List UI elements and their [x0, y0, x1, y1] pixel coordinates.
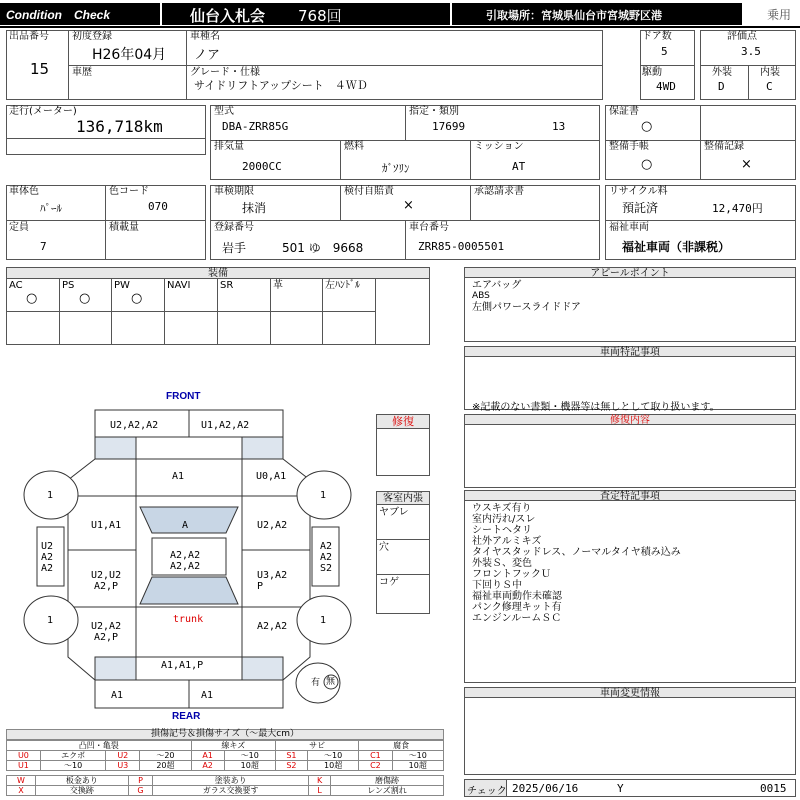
legend-desc: レンズ割れ	[331, 786, 444, 796]
legend-code: S2	[275, 761, 307, 771]
appeal-title: アピールポイント	[465, 268, 795, 278]
type-value: DBA-ZRR85G	[222, 120, 289, 133]
interior-item: ヤブレ	[379, 507, 409, 518]
repair-title: 修復内容	[465, 415, 795, 425]
inspect-item: タイヤスタッドレス、ノーマルタイヤ積み込み	[472, 547, 681, 558]
cc-label: 排気量	[214, 141, 244, 152]
legend-code: U0	[7, 751, 41, 761]
roof-center-damage: A2,A2 A2,A2	[170, 550, 201, 572]
inspect-item: 福祉車両動作未確認	[472, 591, 562, 602]
legend-code: P	[128, 776, 152, 786]
fuel-label: 燃料	[344, 141, 364, 152]
right-quarter-damage: A2,A2	[257, 621, 288, 632]
equip-ac-value: ○	[26, 291, 38, 306]
warranty-value: ○	[641, 119, 653, 134]
chassis-value: ZRR85-0005501	[418, 240, 505, 253]
plate-number: 501 ゆ 9668	[282, 241, 364, 255]
reg-date: H26年04月	[92, 47, 167, 63]
fuel-value: ｶﾞｿﾘﾝ	[382, 162, 410, 175]
trunk-label: trunk	[173, 614, 204, 625]
grade-value: サイドリフトアップシート ４ＷＤ	[194, 79, 368, 92]
rear-label: REAR	[172, 711, 201, 722]
legend-code: L	[309, 786, 331, 796]
spare-tire-absent: 無	[326, 677, 336, 687]
int-label: 内装	[760, 67, 780, 78]
special-note: ※記載のない書類・機器等は無しとして取り扱います。	[472, 402, 720, 413]
legend-code: A1	[191, 751, 224, 761]
ext-label: 外装	[712, 67, 732, 78]
legend-desc: 20超	[140, 761, 191, 771]
appeal-item: エアバッグ	[472, 280, 522, 291]
rear-bumper-left: A1	[111, 690, 124, 701]
tire-front-right: 1	[320, 490, 327, 501]
left-quarter-damage: U2,A2 A2,P	[91, 621, 122, 643]
inspect-item: シートヘタリ	[472, 525, 532, 536]
legend-code: C1	[359, 751, 392, 761]
legend-desc: 磨傷跡	[331, 776, 444, 786]
inspect-item: 外装Ｓ、変色	[472, 558, 532, 569]
equip-lhd: 左ﾊﾝﾄﾞﾙ	[325, 280, 360, 291]
tire-rear-right: 1	[320, 615, 327, 626]
front-bumper-left: U2,A2,A2	[110, 420, 159, 431]
inspect-item: 社外アルミキズ	[472, 536, 542, 547]
appeal-item: 左側パワースライドドア	[472, 302, 581, 313]
equip-sr: SR	[220, 280, 234, 291]
recycle-status: 預託済	[622, 201, 659, 215]
model-name: ノア	[194, 48, 221, 63]
interior-item: 穴	[379, 542, 389, 553]
manual-label: 整備手帳	[609, 141, 649, 152]
insurance-value: ×	[403, 198, 414, 213]
inspect-item: フロントフックＵ	[472, 569, 551, 580]
approval-label: 承認請求書	[474, 186, 524, 197]
legend-code: U3	[106, 761, 140, 771]
rear-right-door-damage: U3,A2 P	[257, 570, 288, 592]
history-label: 車歴	[72, 67, 92, 78]
warranty-label: 保証書	[609, 106, 639, 117]
legend-group-rust: サビ	[275, 741, 358, 751]
legend-desc: 板金あり	[35, 776, 128, 786]
change-title: 車両変更情報	[465, 688, 795, 698]
capacity-label: 定員	[9, 222, 29, 233]
legend-desc: 10超	[224, 761, 275, 771]
ext-value: D	[718, 80, 725, 93]
spare-tire-present: 有	[311, 678, 321, 688]
equipment-title: 装備	[7, 268, 429, 279]
tire-rear-left: 1	[47, 615, 54, 626]
mileage-label: 走行(メーター)	[9, 106, 77, 117]
category-number: 13	[552, 120, 566, 133]
mileage-value: 136,718km	[76, 117, 163, 136]
inspect-item: ウスキズ有り	[472, 503, 532, 514]
record-value: ×	[741, 157, 752, 172]
plate-label: 登録番号	[214, 222, 254, 233]
header-title: Condition Check	[6, 8, 110, 22]
inspect-item: 下回りＳ中	[472, 580, 522, 591]
colorcode-label: 色コード	[109, 186, 149, 197]
type-label: 型式	[214, 106, 234, 117]
model-label: 車種名	[190, 31, 220, 42]
rear-gate-damage: A1,A1,P	[161, 660, 204, 671]
legend-desc: エクボ	[40, 751, 106, 761]
manual-value: ○	[641, 157, 653, 172]
inspection-value: 抹消	[242, 201, 267, 215]
appeal-list	[472, 280, 581, 313]
designation-value: 17699	[432, 120, 466, 133]
special-title: 車両特記事項	[465, 347, 795, 357]
recycle-label: リサイクル料	[609, 186, 668, 197]
equip-navi: NAVI	[167, 280, 191, 291]
equip-ac: AC	[9, 280, 23, 291]
legend-desc: 10超	[392, 761, 443, 771]
header-category: 乗用	[767, 8, 792, 22]
inspect-list	[472, 503, 681, 624]
colorcode-value: 070	[148, 200, 168, 213]
doors-value: 5	[661, 45, 668, 58]
inspection-label: 車検期限	[214, 186, 254, 197]
front-right-door-damage: U2,A2	[257, 520, 288, 531]
score-label: 評価点	[727, 31, 757, 42]
hood-damage: A1	[172, 471, 185, 482]
chassis-label: 車台番号	[409, 222, 449, 233]
load-label: 積載量	[109, 222, 139, 233]
legend-code: A2	[191, 761, 224, 771]
color-label: 車体色	[9, 186, 39, 197]
legend-code: W	[7, 776, 36, 786]
equip-ps-value: ○	[79, 291, 91, 306]
header-pickup: 引取場所：宮城県仙台市宮城野区港	[486, 9, 662, 22]
tire-front-left: 1	[47, 490, 54, 501]
mission-label: ミッション	[474, 141, 524, 152]
check-mark: Y	[617, 782, 624, 795]
legend-code: S1	[275, 751, 307, 761]
right-step-damage: A2 A2 S2	[320, 541, 333, 574]
legend-desc: 〜10	[392, 751, 443, 761]
legend-desc: 〜10	[40, 761, 106, 771]
legend-code: G	[128, 786, 152, 796]
lot-label: 出品番号	[9, 31, 49, 42]
rear-bumper-right: A1	[201, 690, 214, 701]
legend-code: X	[7, 786, 36, 796]
insurance-label: 検付自賠責	[344, 186, 394, 197]
header-session: 768回	[298, 7, 342, 25]
legend-code: K	[309, 776, 331, 786]
legend-desc: 塗装あり	[153, 776, 309, 786]
legend-desc: ガラス交換要す	[153, 786, 309, 796]
legend-desc: 10超	[307, 761, 358, 771]
front-left-door-damage: U1,A1	[91, 520, 122, 531]
legend-desc: 〜10	[307, 751, 358, 761]
repair-small-title: 修復	[377, 415, 429, 429]
equip-ps: PS	[62, 280, 75, 291]
roof-damage: A	[182, 520, 189, 531]
legend-desc: 交換跡	[35, 786, 128, 796]
inspect-item: 室内汚れ/スレ	[472, 514, 536, 525]
header-auction: 仙台入札会	[190, 7, 266, 25]
color-value: ﾊﾟｰﾙ	[40, 202, 62, 215]
grade-label: グレード・仕様	[190, 67, 260, 78]
equip-pw: PW	[114, 280, 130, 291]
legend-group-dent: 凸凹・亀裂	[7, 741, 192, 751]
appeal-item: ABS	[472, 291, 490, 301]
recycle-amount: 12,470円	[712, 202, 763, 215]
drive-value: 4WD	[656, 80, 676, 93]
legend-title: 損傷記号＆損傷サイズ（〜最大cm）	[6, 729, 444, 740]
welfare-value: 福祉車両（非課税）	[622, 240, 731, 254]
right-fender-damage: U0,A1	[256, 471, 287, 482]
check-number: 0015	[760, 782, 787, 795]
equip-pw-value: ○	[131, 291, 143, 306]
legend	[6, 729, 444, 796]
record-label: 整備記録	[704, 141, 744, 152]
interior-title: 客室内張	[377, 492, 429, 505]
mission-value: AT	[512, 160, 526, 173]
legend-code: U2	[106, 751, 140, 761]
left-step-damage: U2 A2 A2	[41, 541, 54, 574]
capacity-value: 7	[40, 240, 47, 253]
welfare-label: 福祉車両	[609, 222, 649, 233]
front-label: FRONT	[166, 391, 201, 402]
equip-leather: 革	[273, 280, 283, 291]
check-label: チェック	[467, 786, 507, 797]
designation-label: 指定・類別	[409, 106, 459, 117]
cc-value: 2000CC	[242, 160, 282, 173]
legend-desc: 〜20	[140, 751, 191, 761]
drive-label: 駆動	[642, 67, 662, 78]
legend-desc: 〜10	[224, 751, 275, 761]
legend-group-scratch: 線キズ	[191, 741, 275, 751]
rear-left-door-damage: U2,U2 A2,P	[91, 570, 122, 592]
inspect-item: エンジンルームＳＣ	[472, 613, 562, 624]
legend-code: U1	[7, 761, 41, 771]
front-bumper-right: U1,A2,A2	[201, 420, 250, 431]
doors-label: ドア数	[642, 31, 672, 42]
legend-code: C2	[359, 761, 392, 771]
inspect-title: 査定特記事項	[465, 491, 795, 501]
lot-number: 15	[30, 60, 50, 78]
score-value: 3.5	[741, 45, 761, 58]
int-value: C	[766, 80, 773, 93]
plate-area: 岩手	[222, 241, 247, 255]
inspect-item: パンク修理キット有	[472, 602, 562, 613]
legend-group-corrosion: 腐食	[359, 741, 444, 751]
reg-label: 初度登録	[72, 31, 112, 42]
interior-item: コゲ	[379, 577, 399, 588]
check-date: 2025/06/16	[512, 782, 579, 795]
